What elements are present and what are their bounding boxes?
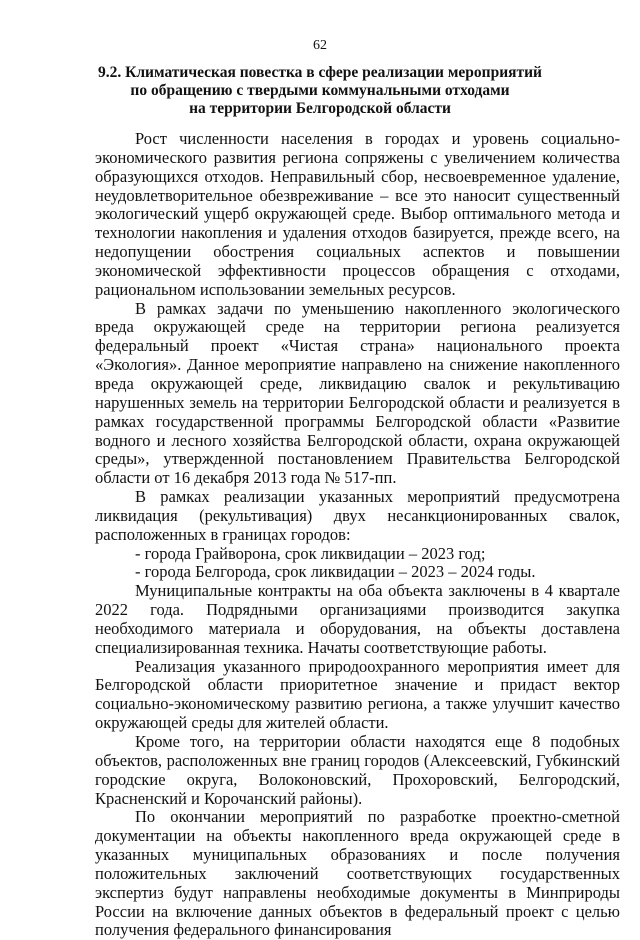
paragraph-priority: Реализация указанного природоохранного мероприятия имеет для Белгородской области приоритетное значение и придаст вектор социально-экономическому развитию региона, а также улучшит качество окружающей среды для жителей области. xyxy=(95,656,620,733)
list-item-graivoron: - города Грайворона, срок ликвидации – 2023 год; xyxy=(135,543,486,563)
document-body xyxy=(95,130,620,940)
page-number: 62 xyxy=(313,38,327,53)
heading-line-1: 9.2. Климатическая повестка в сфере реализации мероприятий xyxy=(98,64,542,81)
paragraph-population-growth: Рост численности населения в городах и уровень социально-экономического развития региона сопряжены с увеличением количества образующихся отходов. Неправильный сбор, несвоевременное удаление, неудовлетворительное обезвреживание – все это наносит существенный экологический ущерб окружающей среде. Выбор оптимального метода и технологии накопления и удаления отходов базируется, прежде всего, на недопущении обострения социальных аспектов и повышении экономической эффективности процессов обращения с отходами, рациональном использовании земельных ресурсов. xyxy=(95,129,620,299)
heading-line-3: на территории Белгородской области xyxy=(189,100,451,117)
paragraph-municipal-contracts: Муниципальные контракты на оба объекта заключены в 4 квартале 2022 года. Подрядными организациями производится закупка необходимого материала и оборудования, на объекты доставлена специализированная техника. Начаты соответствующие работы. xyxy=(95,581,620,657)
section-heading xyxy=(95,64,545,118)
paragraph-other-objects: Кроме того, на территории области находятся еще 8 подобных объектов, расположенных вне границ городов (Алексеевский, Губкинский городские округа, Волоконовский, Прохоровский, Белгородский, Красненский и Корочанский районы). xyxy=(95,732,620,808)
paragraph-landfill-liquidation: В рамках реализации указанных мероприятий предусмотрена ликвидация (рекультивация) двух несанкционированных свалок, расположенных в границах городов: xyxy=(95,487,620,544)
paragraph-clean-country-project: В рамках задачи по уменьшению накопленного экологического вреда окружающей среде на территории региона реализуется федеральный проект «Чистая страна» национального проекта «Экология». Данное мероприятие направлено на снижение накопленного вреда окружающей среде, ликвидацию свалок и рекультивацию нарушенных земель на территории Белгородской области и реализуется в рамках государственной программы Белгородской области «Развитие водного и лесного хозяйства Белгородской области, охрана окружающей среды», утвержденной постановлением Правительства Белгородской области от 16 декабря 2013 года № 517-пп. xyxy=(95,298,620,488)
list-item-belgorod: - города Белгорода, срок ликвидации – 2023 – 2024 годы. xyxy=(135,562,536,582)
paragraph-federal-financing: По окончании мероприятий по разработке проектно-сметной документации на объекты накопленного вреда окружающей среде в указанных муниципальных образованиях и после получения положительных заключений соответствующих государственных экспертиз будут направлены необходимые документы в Минприроды России на включение данных объектов в федеральный проект с целью получения федерального финансирования xyxy=(95,807,620,940)
heading-line-2: по обращению с твердыми коммунальными отходами xyxy=(130,82,510,99)
